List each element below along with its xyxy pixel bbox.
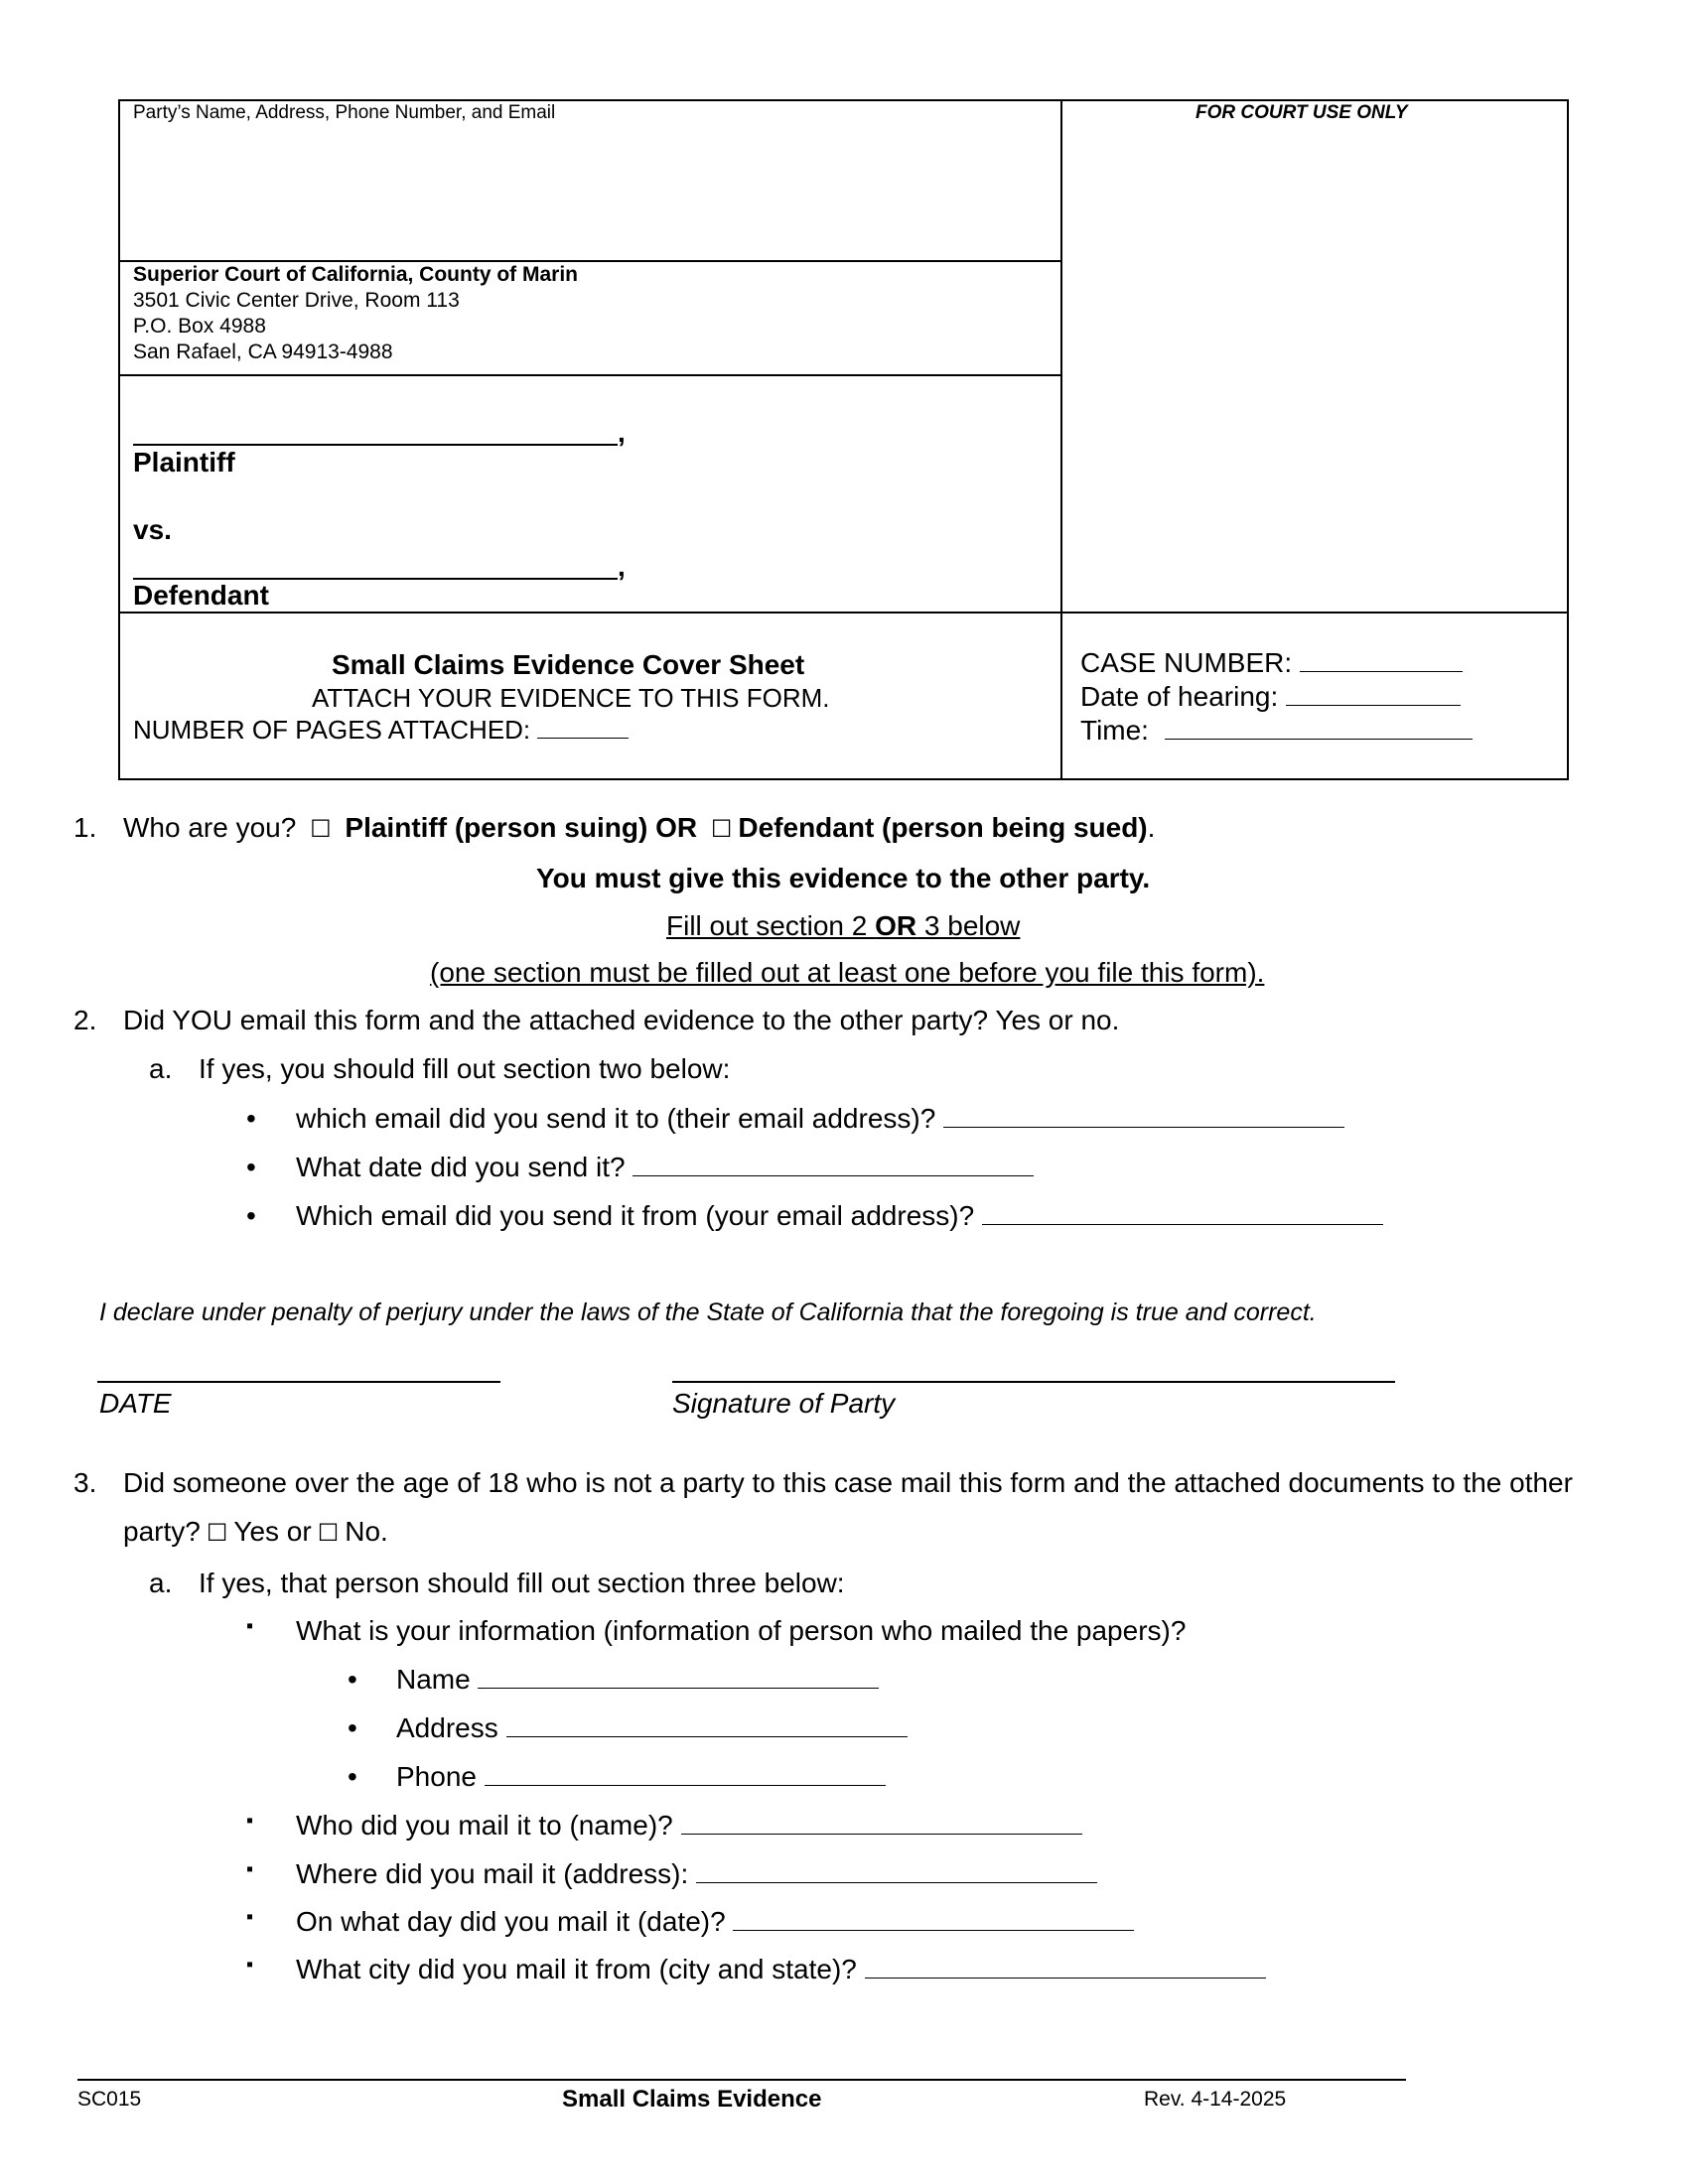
mailed-city-field[interactable] [865, 1956, 1266, 1979]
q2a-text: If yes, you should fill out section two below: [199, 1053, 731, 1084]
q2-bullet-2: • [246, 1152, 256, 1182]
revision-date: Rev. 4-14-2025 [1144, 2088, 1287, 2111]
q3-text-line1: Did someone over the age of 18 who is not a party to this case mail this form and the attached documents to the other [123, 1467, 1573, 1498]
case-number-field[interactable] [1300, 649, 1463, 672]
your-email-row [296, 1200, 1383, 1232]
q1-number: 1. [73, 812, 97, 843]
fill-out-instruction [666, 910, 1020, 942]
q3-square-bullet-3: ▪ [246, 1858, 254, 1880]
q1-text: Who are you? [123, 812, 297, 843]
pages-attached [133, 715, 629, 746]
mailed-city-label: What city did you mail it from (city and state)? [296, 1954, 857, 1984]
perjury-declaration: I declare under penalty of perjury under the laws of the State of California that the foregoing is true and correct. [99, 1298, 1317, 1326]
mailer-name-label: Name [396, 1664, 471, 1695]
court-use-box [1060, 99, 1569, 614]
mailer-info-label: What is your information (information of person who mailed the papers)? [296, 1615, 1187, 1646]
court-use-label: FOR COURT USE ONLY [1196, 102, 1408, 123]
defendant-option: Defendant (person being sued) [738, 812, 1148, 843]
fill-out-post: 3 below [916, 910, 1021, 941]
q2a-label: a. [149, 1053, 173, 1084]
yes-label: Yes or [233, 1516, 312, 1547]
case-number-label: CASE NUMBER: [1080, 647, 1293, 678]
must-give-evidence: You must give this evidence to the other party. [536, 863, 1151, 893]
q3-dot-bullet-3: • [348, 1761, 357, 1792]
plaintiff-option: Plaintiff (person suing) OR [345, 812, 698, 843]
party-name-label: Party’s Name, Address, Phone Number, and Email [133, 102, 556, 123]
hearing-time [1080, 715, 1473, 747]
mailed-to-field[interactable] [681, 1812, 1082, 1835]
vs-label: vs. [133, 514, 172, 545]
party-signature-line[interactable] [672, 1381, 1395, 1383]
attach-instruction: ATTACH YOUR EVIDENCE TO THIS FORM. [312, 683, 830, 713]
send-date-label: What date did you send it? [296, 1152, 626, 1182]
mailer-phone-label: Phone [396, 1761, 477, 1792]
their-email-field[interactable] [943, 1105, 1344, 1128]
mailer-name-field[interactable] [478, 1666, 879, 1689]
your-email-field[interactable] [982, 1202, 1383, 1225]
plaintiff-comma: , [618, 417, 626, 448]
pages-attached-label: NUMBER OF PAGES ATTACHED: [133, 715, 531, 745]
form-code: SC015 [77, 2088, 142, 2111]
q1-line [123, 812, 1155, 844]
mailed-date-row [296, 1906, 1134, 1938]
court-address-line3: San Rafael, CA 94913-4988 [133, 341, 393, 363]
mailed-address-row [296, 1858, 1097, 1890]
their-email-label: which email did you send it to (their email address)? [296, 1103, 936, 1134]
footer-rule [77, 2079, 1406, 2081]
yes-checkbox[interactable]: ☐ [206, 1520, 228, 1547]
no-label: No. [345, 1516, 388, 1547]
mailer-address-row [396, 1712, 908, 1744]
q3-square-bullet-5: ▪ [246, 1954, 254, 1976]
q2-bullet-1: • [246, 1103, 256, 1134]
signature-label: Signature of Party [672, 1388, 896, 1419]
mailed-address-field[interactable] [696, 1860, 1097, 1883]
date-label: DATE [99, 1388, 172, 1419]
hearing-date-label: Date of hearing: [1080, 681, 1279, 712]
q2-text: Did YOU email this form and the attached evidence to the other party? Yes or no. [123, 1005, 1120, 1035]
mailer-phone-row [396, 1761, 886, 1793]
date-signature-line[interactable] [97, 1381, 500, 1383]
q3-text-line2: party? [123, 1516, 201, 1547]
their-email-row [296, 1103, 1344, 1135]
footer-title: Small Claims Evidence [562, 2086, 822, 2113]
q2-bullet-3: • [246, 1200, 256, 1231]
q3-dot-bullet-2: • [348, 1712, 357, 1743]
q3-square-bullet-1: ▪ [246, 1615, 254, 1637]
mailed-to-label: Who did you mail it to (name)? [296, 1810, 673, 1841]
hearing-date-field[interactable] [1286, 683, 1461, 706]
plaintiff-name-line[interactable] [133, 444, 618, 446]
court-name: Superior Court of California, County of Marin [133, 263, 578, 286]
court-address-line1: 3501 Civic Center Drive, Room 113 [133, 289, 460, 312]
no-checkbox[interactable]: ☐ [317, 1520, 340, 1547]
court-address-line2: P.O. Box 4988 [133, 315, 266, 338]
q3-dot-bullet-1: • [348, 1664, 357, 1695]
defendant-label: Defendant [133, 580, 269, 611]
q3a-label: a. [149, 1568, 173, 1598]
q3-square-bullet-4: ▪ [246, 1906, 254, 1928]
defendant-comma: , [618, 551, 626, 582]
mailed-date-label: On what day did you mail it (date)? [296, 1906, 726, 1937]
q3a-text: If yes, that person should fill out section three below: [199, 1568, 845, 1598]
q3-number: 3. [73, 1467, 97, 1498]
fill-out-or: OR [875, 910, 917, 941]
plaintiff-checkbox[interactable]: ☐ [310, 816, 332, 843]
mailed-date-field[interactable] [733, 1908, 1134, 1931]
case-number [1080, 647, 1463, 679]
one-section-note: (one section must be filled out at least one before you file this form). [430, 957, 1265, 988]
q1-period: . [1147, 812, 1156, 843]
form-title: Small Claims Evidence Cover Sheet [332, 649, 805, 680]
hearing-time-field[interactable] [1165, 717, 1473, 740]
plaintiff-label: Plaintiff [133, 447, 235, 478]
mailer-address-field[interactable] [506, 1714, 908, 1737]
fill-out-pre: Fill out section 2 [666, 910, 876, 941]
mailed-city-row [296, 1954, 1266, 1985]
q3-square-bullet-2: ▪ [246, 1810, 254, 1832]
hearing-time-label: Time: [1080, 715, 1149, 746]
mailer-address-label: Address [396, 1712, 498, 1743]
send-date-row [296, 1152, 1034, 1183]
mailed-to-row [296, 1810, 1082, 1842]
q2-number: 2. [73, 1005, 97, 1035]
pages-attached-field[interactable] [537, 716, 629, 739]
mailer-phone-field[interactable] [485, 1763, 886, 1786]
q3-line2 [123, 1516, 388, 1548]
hearing-date [1080, 681, 1461, 713]
mailer-name-row [396, 1664, 879, 1696]
defendant-checkbox[interactable]: ☐ [710, 816, 733, 843]
your-email-label: Which email did you send it from (your email address)? [296, 1200, 975, 1231]
send-date-field[interactable] [633, 1154, 1034, 1176]
mailed-address-label: Where did you mail it (address): [296, 1858, 689, 1889]
